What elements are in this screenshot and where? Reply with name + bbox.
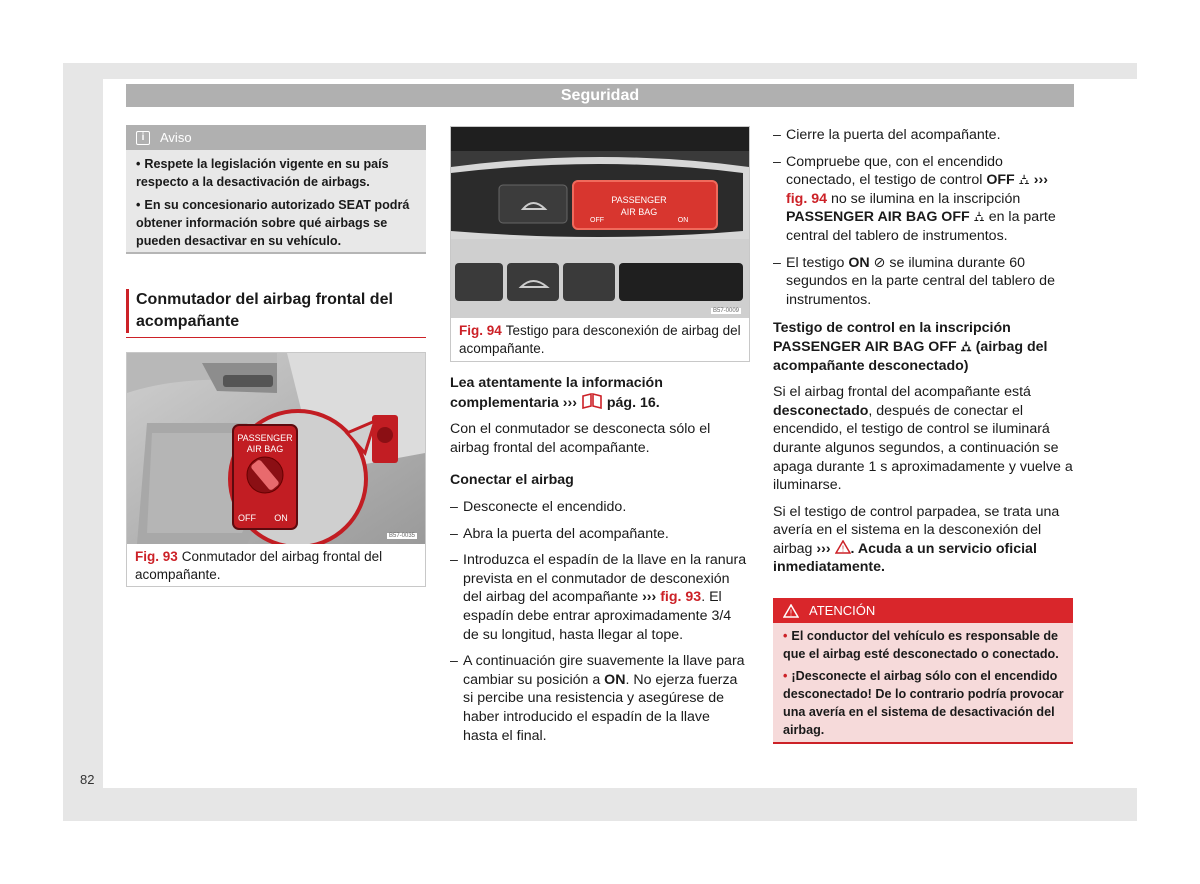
aviso-item: • Respete la legislación vigente en su país respecto a la desactivación de airbags. [136, 157, 389, 189]
list-item: – A continuación gire suavemente la llave para cambiar su posición a ON. No ejerza fuerza si percibe una resistencia y asegúrese de haber introducido el espadín de la llave hasta el final. [450, 653, 745, 744]
column-2 [450, 374, 748, 753]
figure-code: B57-0009 [713, 308, 740, 314]
page-number: 82 [80, 772, 95, 787]
figure-caption: Fig. 93 Conmutador del airbag frontal del acompañante. [135, 549, 383, 582]
column-3 [773, 126, 1073, 585]
page-header: Seguridad [126, 84, 1074, 107]
seat-icon: ⛼ [1018, 172, 1030, 189]
atencion-item: • ¡Desconecte el airbag sólo con el encendido desconectado! De lo contrario podría provocar una avería en el sistema de desactivación del airbag. [783, 669, 1064, 737]
atencion-header [773, 598, 1073, 623]
figure-caption: Fig. 94 Testigo para desconexión de airbag del acompañante. [459, 323, 741, 356]
airbag-switch-illustration [127, 353, 425, 544]
section-title: Conmutador del airbag frontal del acompañante [126, 289, 436, 333]
figure-93 [126, 352, 426, 587]
figure-link[interactable]: fig. 93 [660, 589, 702, 606]
seat-icon: ⛼ [973, 209, 985, 226]
switch-on-label: ON [274, 513, 288, 523]
atencion-title: ATENCIÓN [809, 603, 876, 618]
subheading: Conectar el airbag [450, 472, 574, 489]
intro-paragraph: Lea atentamente la información complementaria ››› pág. 16. [450, 375, 663, 411]
figure-code: B57-0035 [389, 533, 416, 539]
list-item: – Cierre la puerta del acompañante. [773, 127, 1001, 143]
paragraph: Si el airbag frontal del acompañante está desconectado, después de conectar el encendido, el testigo de control se iluminará durante algunos segundos, a continuación se apaga durante 1 s aproximadamente y vuelve a iluminarse. [773, 384, 1073, 494]
switch-label-airbag: AIR BAG [246, 444, 284, 454]
atencion-item: • El conductor del vehículo es responsable de que el airbag esté desconectado o conectado. [783, 629, 1059, 661]
seat-icon: ⊘ [873, 254, 886, 271]
svg-text:!: ! [789, 608, 793, 617]
switch-off-label: OFF [238, 513, 256, 523]
figure-94 [450, 126, 750, 362]
list-item: – Desconecte el encendido. [450, 498, 627, 515]
warning-icon [783, 604, 799, 618]
list-item: – Compruebe que, con el encendido conectado, el testigo de control OFF ⛼ ››› fig. 94 no se ilumina en la inscripción PASSENGER AIR BAG OFF ⛼ en la parte central del tablero de instrumentos. [773, 153, 1056, 244]
aviso-title: Aviso [160, 130, 192, 145]
aviso-box [126, 125, 426, 254]
seat-icon: ⛼ [960, 338, 972, 355]
list-item: – Introduzca el espadín de la llave en la ranura prevista en el conmutador de desconexión del airbag del acompañante ››› fig. 93. El espadín debe entrar aproximadamente 3/4 de su longitud, hasta llegar al tope. [450, 552, 747, 643]
airbag-warning-lamp-illustration [451, 127, 749, 318]
list-item: – Abra la puerta del acompañante. [450, 525, 669, 542]
svg-text:!: ! [841, 544, 844, 554]
section-divider [126, 337, 426, 338]
lamp-off-label: OFF [590, 217, 604, 224]
warning-icon [835, 540, 851, 554]
aviso-item: • En su concesionario autorizado SEAT podrá obtener información sobre qué airbags se pueden desactivar en su vehículo. [136, 198, 410, 248]
paragraph: Con el conmutador se desconecta sólo el airbag frontal del acompañante. [450, 421, 711, 456]
atencion-box [773, 598, 1073, 744]
book-icon [581, 393, 603, 409]
lamp-label-passenger: PASSENGER [611, 195, 667, 205]
figure-link[interactable]: fig. 94 [786, 190, 827, 207]
list-item: – El testigo ON ⊘ se ilumina durante 60 segundos en la parte central del tablero de instrumentos. [773, 254, 1055, 308]
info-icon: i [136, 131, 150, 145]
paragraph: Si el testigo de control parpadea, se trata una avería en el sistema en la desconexión del airbag ››› ! . Acuda a un servicio oficial inmediatamente. [773, 503, 1060, 576]
lamp-on-label: ON [677, 217, 689, 224]
lamp-label-airbag: AIR BAG [620, 207, 658, 217]
switch-label-passenger: PASSENGER [237, 433, 293, 443]
subheading: Testigo de control en la inscripción PASSENGER AIR BAG OFF ⛼ (airbag del acompañante desconectado) [773, 320, 1048, 374]
aviso-header [126, 125, 426, 150]
